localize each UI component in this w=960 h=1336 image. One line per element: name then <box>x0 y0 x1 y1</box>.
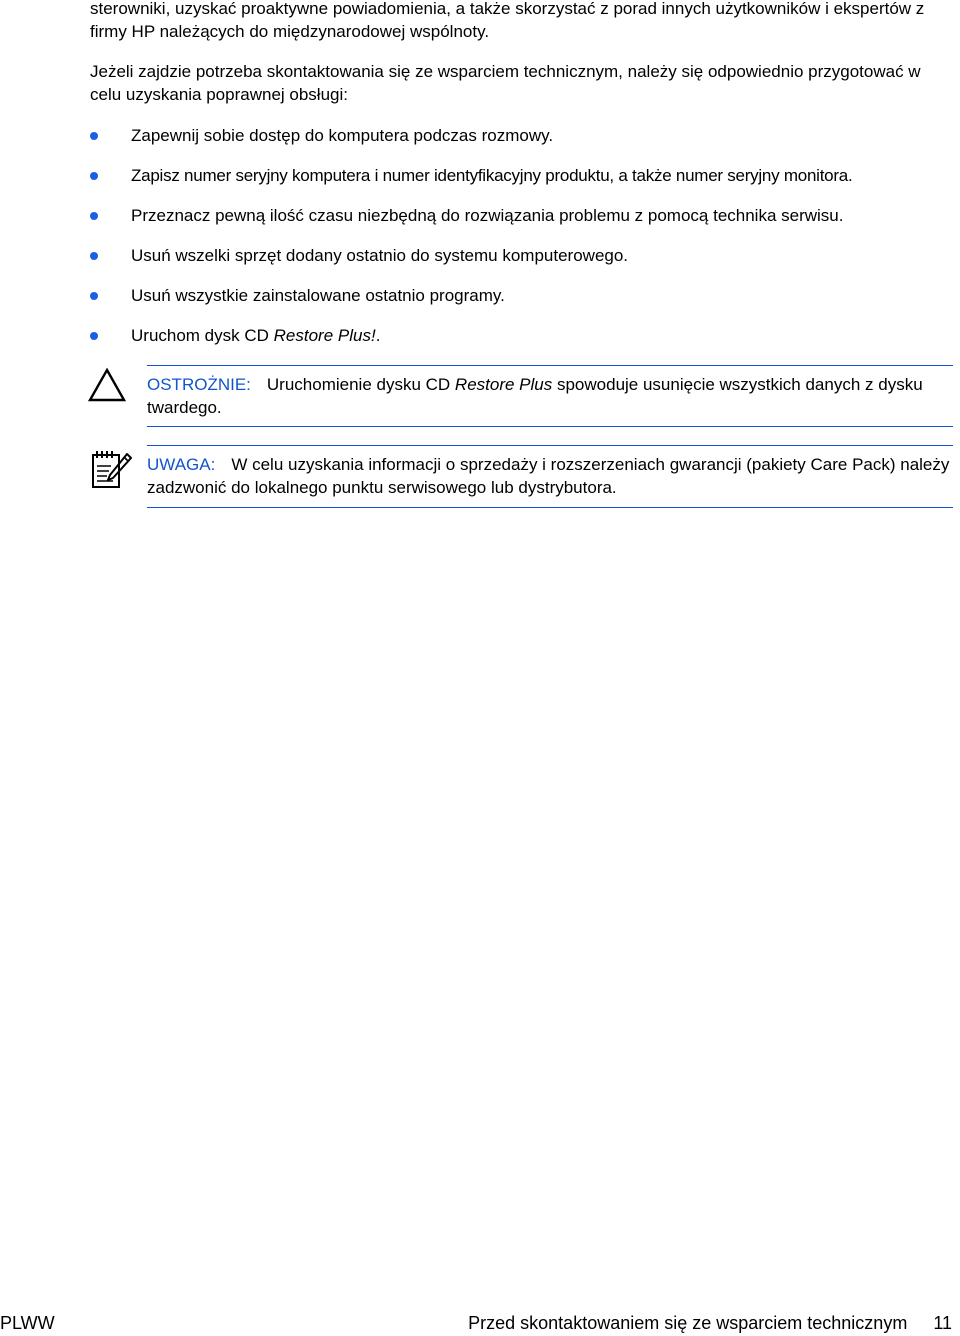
bullet-dot-icon <box>90 292 98 300</box>
list-item-text: Usuń wszystkie zainstalowane ostatnio programy. <box>131 286 505 305</box>
list-item-text: Zapewnij sobie dostęp do komputera podczas rozmowy. <box>131 126 554 145</box>
list-item <box>90 204 960 244</box>
list-item-text <box>131 326 380 345</box>
bullet-dot-icon <box>90 332 98 340</box>
list-item <box>90 244 960 284</box>
list-item <box>90 324 960 364</box>
warning-triangle-icon <box>87 367 127 403</box>
notepad-pencil-icon <box>89 448 133 492</box>
list-item <box>90 124 960 164</box>
list-item <box>90 284 960 324</box>
bullet-dot-icon <box>90 212 98 220</box>
list-item-text: Przeznacz pewną ilość czasu niezbędną do rozwiązania problemu z pomocą technika serwisu. <box>131 206 844 225</box>
product-name-restore-plus: Restore Plus <box>454 375 553 394</box>
bullet-dot-icon <box>90 172 98 180</box>
list-item-text: Zapisz numer seryjny komputera i numer identyfikacyjny produktu, a także numer seryjny monitora. <box>131 166 853 185</box>
caution-top-rule <box>147 365 953 366</box>
body-paragraph-preparation: Jeżeli zajdzie potrzeba skontaktowania się ze wsparciem technicznym, należy się odpowiednio przygotować w celu uzyskania poprawnej obsługi: <box>90 62 921 104</box>
list-item-text: Usuń wszelki sprzęt dodany ostatnio do systemu komputerowego. <box>131 246 629 265</box>
body-paragraph-continued: sterowniki, uzyskać proaktywne powiadomienia, a także skorzystać z porad innych użytkowników i ekspertów z firmy HP należących do międzynarodowej wspólnoty. <box>90 0 925 41</box>
product-name-restore-plus: Restore Plus! <box>273 326 376 345</box>
list-item-text-end: . <box>375 326 381 345</box>
caution-text-start: Uruchomienie dysku CD <box>266 375 455 394</box>
note-label: UWAGA: <box>147 455 216 474</box>
caution-bottom-rule <box>147 426 953 427</box>
bullet-dot-icon <box>90 252 98 260</box>
list-item-text-start: Uruchom dysk CD <box>131 326 274 345</box>
caution-label: OSTROŻNIE: <box>147 375 251 394</box>
caution-text-end: spowoduje usunięcie wszystkich danych z dysku twardego. <box>147 375 923 417</box>
footer-section-title: Przed skontaktowaniem się ze wsparciem technicznym <box>468 1313 908 1333</box>
preparation-checklist <box>90 124 960 364</box>
note-body: W celu uzyskania informacji o sprzedaży i rozszerzeniach gwarancji (pakiety Care Pack) należy zadzwonić do lokalnego punktu serwisowego lub dystrybutora. <box>147 455 950 497</box>
caution-text <box>147 373 957 419</box>
page-footer <box>0 1312 960 1336</box>
footer-locale-code: PLWW <box>0 1313 55 1333</box>
footer-right <box>468 1312 952 1335</box>
note-bottom-rule <box>147 507 953 508</box>
note-top-rule <box>147 445 953 446</box>
page-number: 11 <box>933 1313 952 1333</box>
note-text <box>147 453 957 499</box>
bullet-dot-icon <box>90 132 98 140</box>
list-item <box>90 164 960 204</box>
